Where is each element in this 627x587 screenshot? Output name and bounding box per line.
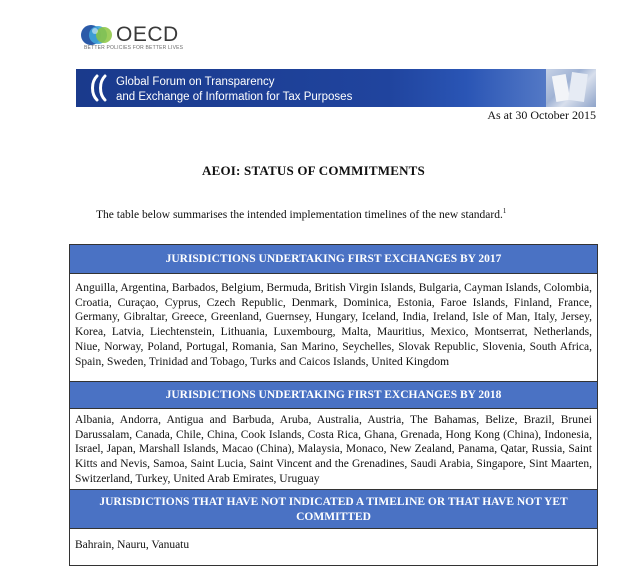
section-header-2018: JURISDICTIONS UNDERTAKING FIRST EXCHANGES BY 2018 — [70, 381, 597, 409]
commitments-table — [69, 244, 598, 566]
global-forum-banner — [76, 69, 596, 107]
section-header-2017: JURISDICTIONS UNDERTAKING FIRST EXCHANGES BY 2017 — [70, 245, 597, 274]
intro-paragraph — [96, 207, 506, 221]
as-at-date: As at 30 October 2015 — [487, 108, 596, 122]
banner-line-2: and Exchange of Information for Tax Purposes — [116, 91, 353, 103]
section-content-2017: Anguilla, Argentina, Barbados, Belgium, Bermuda, British Virgin Islands, Bulgaria, Cayman Islands, Colombia, Croatia, Curaçao, Cyprus, Czech Republic, Denmark, Dominica, Estonia, Faroe Islands, Finland, France, Germany, Gibraltar, Greece, Greenland, Guernsey, Hungary, Iceland, India, Ireland, Isle of Man, Italy, Jersey, Korea, Latvia, Liechtenstein, Lithuania, Luxembourg, Malta, Mauritius, Mexico, Montserrat, Netherlands, Niue, Norway, Poland, Portugal, Romania, San Marino, Seychelles, Slovak Republic, Slovenia, South Africa, Spain, Sweden, Trinidad and Tobago, Turks and Caicos Islands, United Kingdom — [75, 282, 592, 368]
quote-marks-icon — [88, 74, 110, 102]
oecd-tagline: BETTER POLICIES FOR BETTER LIVES — [84, 45, 184, 51]
section-content-2018: Albania, Andorra, Antigua and Barbuda, Aruba, Australia, Austria, The Bahamas, Belize, Brazil, Brunei Darussalam, Canada, Chile, China, Cook Islands, Costa Rica, Ghana, Grenada, Hong Kong (China), Indonesia, Israel, Japan, Marshall Islands, Macao (China), Malaysia, Monaco, New Zealand, Panama, Qatar, Russia, Saint Kitts and Nevis, Samoa, Saint Lucia, Saint Vincent and the Grenadines, Saudi Arabia, Singapore, Sint Maarten, Switzerland, Turkey, United Arab Emirates, Uruguay — [75, 414, 592, 485]
banner-document-image — [546, 69, 596, 107]
banner-title — [116, 75, 352, 105]
intro-text: The table below summarises the intended implementation timelines of the new standard. — [96, 208, 503, 221]
oecd-brand-text: OECD — [116, 23, 179, 46]
section-content-no-timeline: Bahrain, Nauru, Vanuatu — [75, 539, 190, 551]
banner-line-1: Global Forum on Transparency — [116, 76, 275, 88]
footnote-marker: 1 — [502, 207, 507, 215]
section-header-no-timeline: JURISDICTIONS THAT HAVE NOT INDICATED A TIMELINE OR THAT HAVE NOT YET COMMITTED — [70, 489, 597, 529]
page-title: AEOI: STATUS OF COMMITMENTS — [202, 163, 425, 178]
